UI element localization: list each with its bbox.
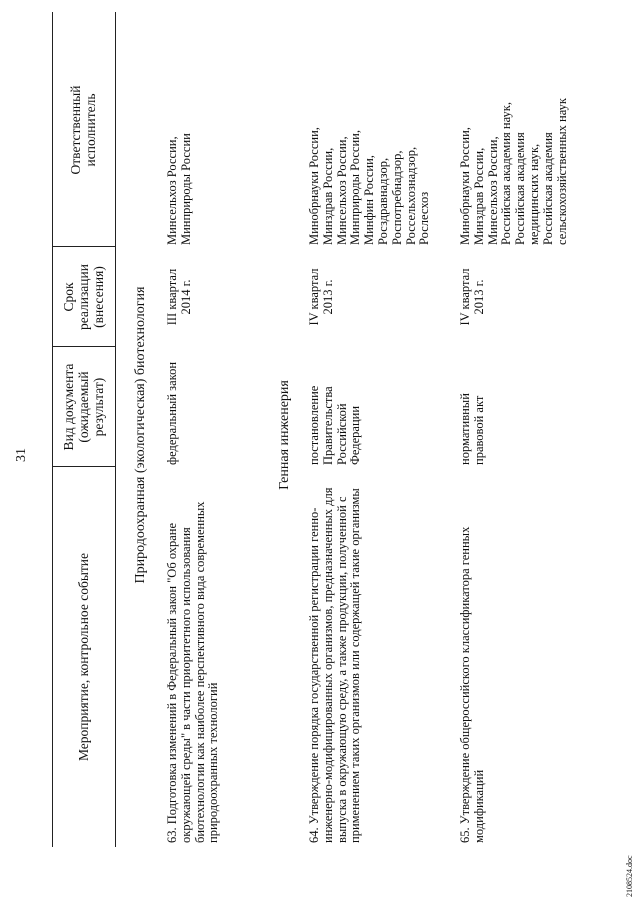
row-63-executor: Минсельхоз России, Минприроды России xyxy=(165,133,193,245)
header-event: Мероприятие, контрольное событие xyxy=(76,552,91,762)
section-title: Генная инженерия xyxy=(277,380,292,490)
section-title: Природоохранная (экологическая) биотехнология xyxy=(133,286,148,584)
row-64-executor: Минобрнауки России, Минздрав России, Минсельхоз России, Минприроды России, Минфин России, Росздравнадзор, Роспотребнадзор, Россельхознадзор, Рослесхоз xyxy=(307,127,432,245)
table-top-border xyxy=(52,12,53,847)
header-doc-type: Вид документа (ожидаемый результат) xyxy=(61,363,106,451)
page-number: 31 xyxy=(14,448,29,462)
row-65-deadline: IV квартал 2013 г. xyxy=(458,268,486,326)
row-65-event: 65. Утверждение общероссийского классификатора генных модификаций xyxy=(458,526,486,843)
row-64-event: 64. Утверждение порядка государственной регистрации генно-инженерно-модифицированных организмов, предназначенных для выпуска в окружающую среду, а также продукции, полученной с применением таких организмов или содержащей такие организмы xyxy=(307,487,363,843)
header-deadline: Срок реализации (внесения) xyxy=(61,264,106,330)
row-63-event: 63. Подготовка изменений в Федеральный закон "Об охране окружающей среды" в части приоритетного использования биотехнологии как наиболее перспективного вида современных природоохранных технологий xyxy=(165,501,221,843)
footer-filename: 2108524.doc xyxy=(625,855,634,897)
header-bottom-border xyxy=(115,12,116,847)
column-divider-3 xyxy=(52,246,116,247)
row-63-doc-type: федеральный закон xyxy=(165,361,179,465)
column-divider-2 xyxy=(52,346,116,347)
row-64-deadline: IV квартал 2013 г. xyxy=(307,268,335,326)
column-divider-1 xyxy=(52,466,116,467)
row-65-executor: Минобрнауки России, Минздрав России, Минсельхоз России, Российская академия наук, Российская академия медицинских наук, Российская академия сельскохозяйственных наук xyxy=(458,98,569,245)
row-63-deadline: III квартал 2014 г. xyxy=(165,268,193,326)
header-executor: Ответственный исполнитель xyxy=(68,85,98,175)
row-65-doc-type: нормативный правовой акт xyxy=(458,393,486,465)
row-64-doc-type: постановление Правительства Российской Федерации xyxy=(307,385,363,465)
